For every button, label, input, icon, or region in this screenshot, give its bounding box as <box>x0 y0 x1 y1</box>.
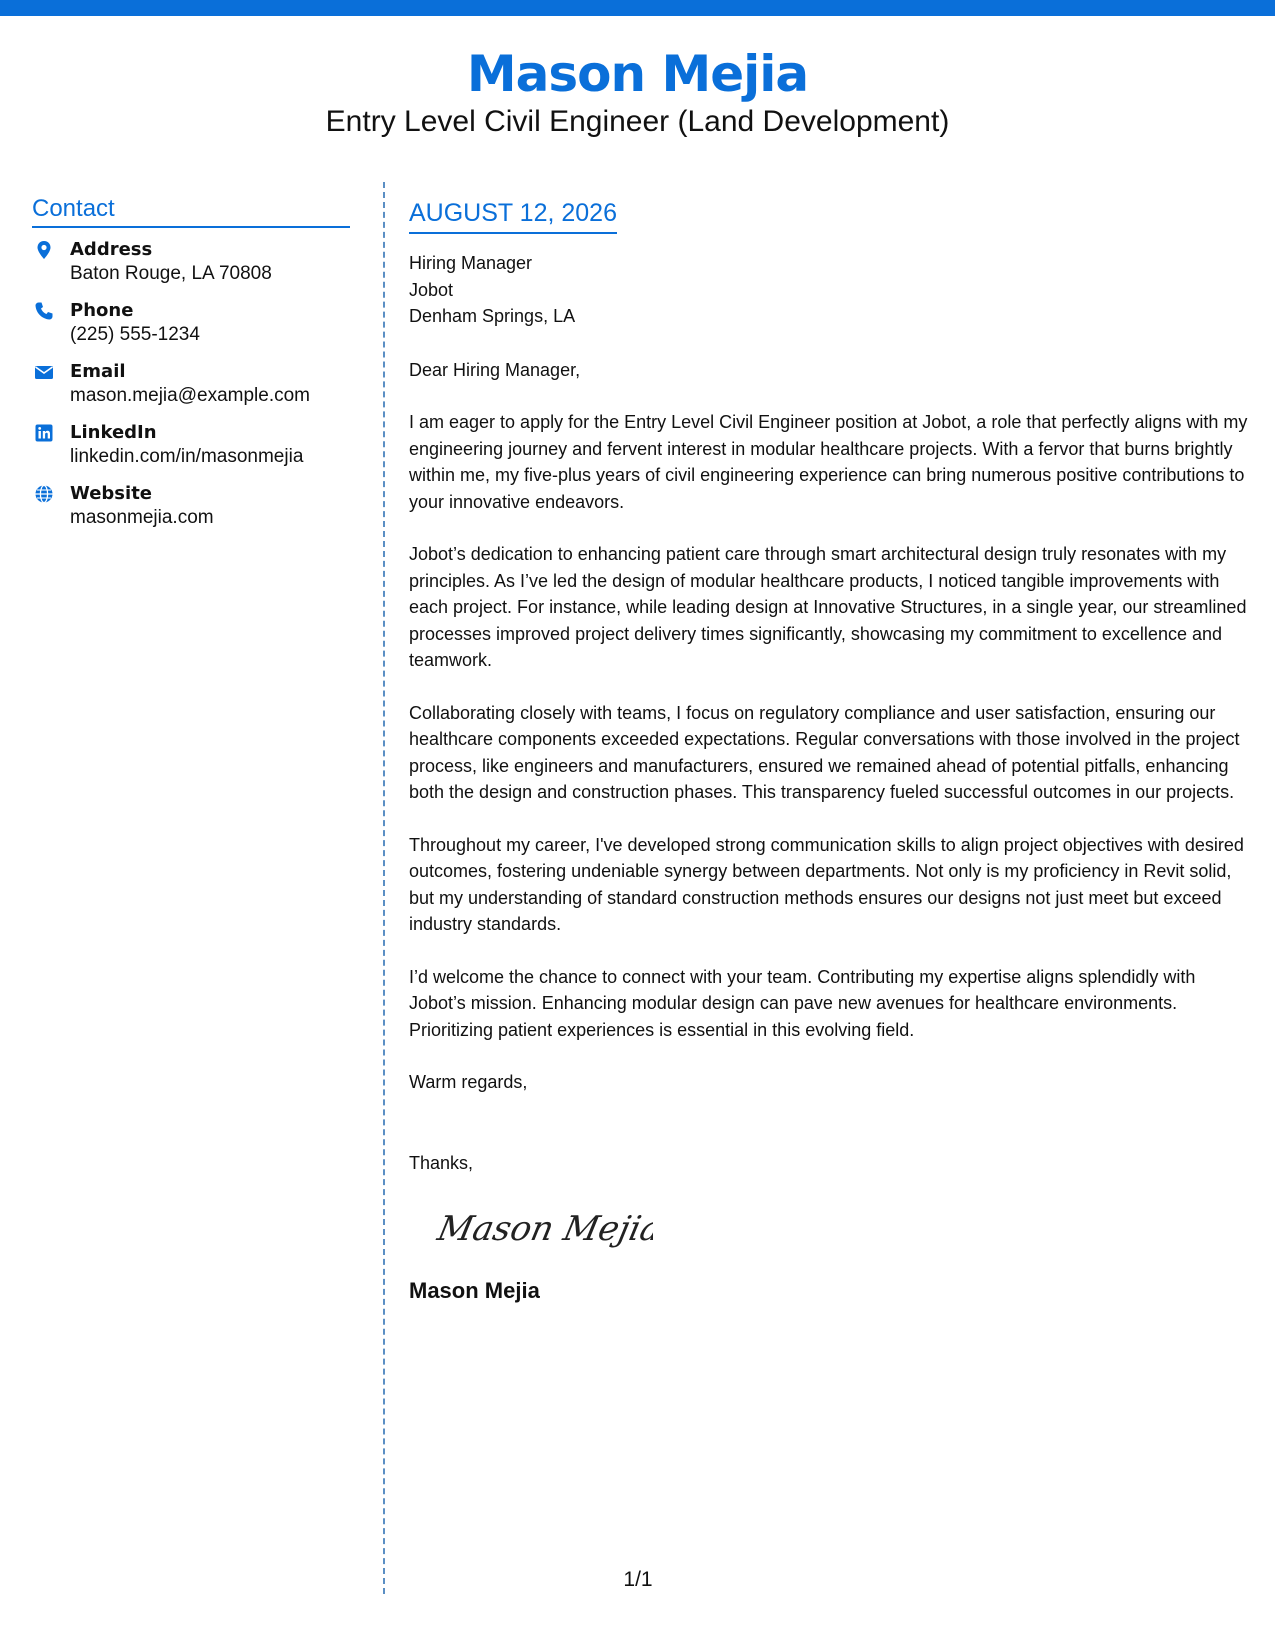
signature-text: Mason Mejia <box>434 1209 653 1249</box>
page-number: 1/1 <box>623 1568 653 1591</box>
phone-icon <box>34 301 54 321</box>
contact-value: linkedin.com/in/masonmejia <box>70 446 304 467</box>
envelope-icon <box>34 362 54 382</box>
recipient-company: Jobot <box>409 279 454 300</box>
map-pin-icon <box>34 240 54 260</box>
recipient-block <box>409 250 1251 330</box>
contact-list <box>32 238 350 530</box>
letter-paragraph: I’d welcome the chance to connect with your team. Contributing my expertise aligns splendidly with Jobot’s mission. Enhancing modular design can pave new avenues for healthcare environments. Prioritizing patient experiences is essential in this evolving field. <box>409 966 1196 1040</box>
contact-item-website <box>32 482 350 530</box>
contact-label: Website <box>70 483 153 504</box>
recipient-location: Denham Springs, LA <box>409 306 576 326</box>
contact-label: Phone <box>70 300 134 321</box>
contact-value: (225) 555-1234 <box>70 324 200 345</box>
page-header <box>0 40 1275 140</box>
contact-sidebar <box>32 194 350 543</box>
salutation: Dear Hiring Manager, <box>409 359 581 380</box>
closing: Warm regards, <box>409 1072 528 1092</box>
letter-paragraph: I am eager to apply for the Entry Level Civil Engineer position at Jobot, a role that perfectly aligns with my engineering journey and fervent interest in modular healthcare projects. With a fervor that burns brightly within me, my five-plus years of civil engineering experience can bring numerous positive contributions to your innovative endeavors. <box>409 412 1248 512</box>
letter-paragraph: Jobot’s dedication to enhancing patient care through smart architectural design truly resonates with my principles. As I’ve led the design of modular healthcare products, I noticed tangible improvements with each project. For instance, while leading design at Innovative Structures, in a single year, our streamlined processes improved project delivery times significantly, showcasing my commitment to excellence and teamwork. <box>409 544 1247 670</box>
letter-paragraph: Collaborating closely with teams, I focus on regulatory compliance and user satisfaction, ensuring our healthcare components exceeded expectations. Regular conversations with those involved in the project process, like engineers and manufacturers, ensured we remained ahead of potential pitfalls, enhancing both the design and construction phases. This transparency fueled successful outcomes in our projects. <box>409 702 1240 802</box>
contact-label: Email <box>70 361 126 382</box>
contact-heading: Contact <box>32 194 350 228</box>
job-title: Entry Level Civil Engineer (Land Development) <box>325 105 950 138</box>
thanks: Thanks, <box>409 1152 474 1173</box>
contact-label: Address <box>70 239 153 260</box>
applicant-name: Mason Mejia <box>466 45 809 103</box>
signer-name: Mason Mejia <box>409 1278 540 1303</box>
contact-item-address <box>32 238 350 286</box>
letter-body <box>409 196 1251 1305</box>
letter-date: AUGUST 12, 2026 <box>409 196 617 234</box>
handwritten-signature <box>433 1198 653 1258</box>
globe-icon <box>34 484 54 504</box>
contact-item-email <box>32 360 350 408</box>
letter-paragraph: Throughout my career, I've developed strong communication skills to align project objectives with desired outcomes, fostering undeniable synergy between departments. Not only is my proficiency in Revit solid, but my understanding of standard construction methods ensures our designs not just meet but exceed industry standards. <box>409 834 1244 934</box>
contact-value: masonmejia.com <box>70 507 214 528</box>
contact-value: Baton Rouge, LA 70808 <box>70 263 272 284</box>
contact-item-phone <box>32 299 350 347</box>
linkedin-icon <box>34 423 54 443</box>
contact-value: mason.mejia@example.com <box>70 385 310 406</box>
recipient-title: Hiring Manager <box>409 253 533 273</box>
column-divider <box>383 182 385 1594</box>
contact-label: LinkedIn <box>70 422 157 443</box>
top-accent-bar <box>0 0 1275 16</box>
contact-item-linkedin <box>32 421 350 469</box>
